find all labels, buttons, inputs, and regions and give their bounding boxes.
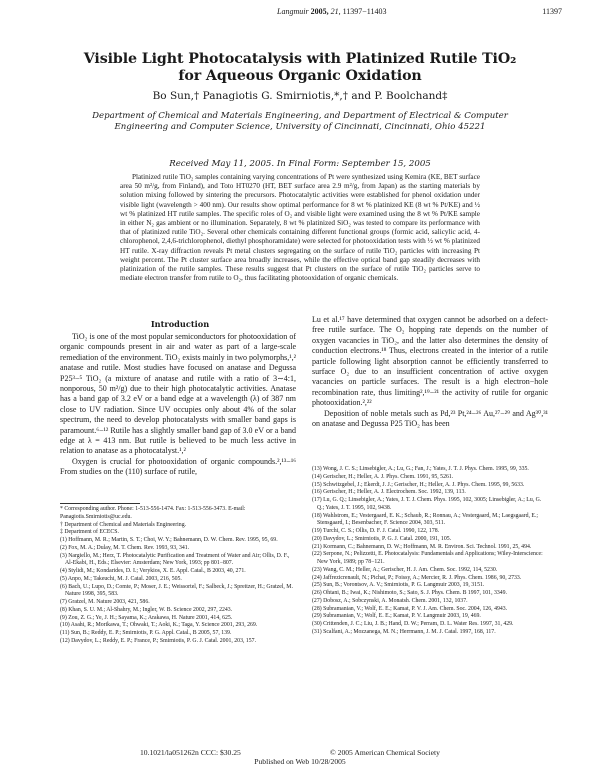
reference-list [312, 466, 548, 637]
reference-item: (13) Wong, J. C. S.; Linsebigler, A.; Lu, G.; Fan, J.; Yates, J. T. J. Phys. Chem. 1995, 99, 335. [312, 466, 529, 472]
reference-item: (22) Serpone, N.; Pelizzetti, E. Photocatalysis: Fundamentals and Applications; Wiley-Interscience: New York, 1989; pp 78−121. [312, 551, 543, 565]
body-paragraph: TiO₂ is one of the most popular semiconductors for photooxidation of organic compounds present in air and water as part of a large-scale remediation of the environment. TiO₂ exists mainly in two polymorphs,¹,² anatase and rutile. Most studies have focused on anatase and Degussa P25³−⁵ TiO₂ (a mixture of anatase and rutile with a ratio of 3∼4:1, nonporous, 50 m²/g) due to their high photocatalytic activities. Anatase has a band gap of 3.2 eV or a band edge at a wavelength (λ) of 387 nm close to UV radiation. Since UV occupies only about 4% of the solar spectrum, the need to develop photocatalysts with smaller band gaps is paramount.⁶−¹² Rutile has a slightly smaller band gap of 3.0 eV or a band edge at λ = 413 nm. But rutile is believed to be much less active in relation to anatase as a photocatalyst.¹,² [60, 332, 297, 456]
reference-item: (9) Zou, Z. G.; Ye, J. H.; Sayama, K.; Arakawa, H. Nature 2001, 414, 625. [60, 614, 233, 621]
body-paragraph: Lu et al.¹⁷ have determined that oxygen cannot be adsorbed on a defect-free rutile surface. The O₂ hopping rate depends on the number of oxygen vacancies in TiO₂, and the latter also determines the density of conduction electrons.¹⁸ Thus, electrons created in the interior of a rutile particle following light absorption cannot be efficiently transferred to surface O₂ due to an insufficient concentration of active oxygen vacancies on particle surfaces. The result is a high electron−hole recombination rate, thus limiting²,¹⁹−²¹ the activity of rutile for organic photooxidation.²,²² [312, 315, 548, 408]
right-column-text [312, 315, 548, 429]
reference-item: (7) Gratzel, M. Nature 2003, 421, 586. [60, 599, 150, 605]
reference-item: (30) Crittenden, J. C.; Liu, J. B.; Hand, D. W.; Perram, D. L. Water Res. 1997, 31, 429. [312, 621, 514, 627]
abstract: Platinized rutile TiO₂ samples containing varying concentrations of Pt were synthesized using Kemira (KE, BET surface area 50 m²/g, from Finland), and Toto HT0270 (HT, BET surface area 2.9 m²/g, from Japan) as the starting materials by solution mixing followed by sintering the precursors. Photocatalytic activities were established for phenol oxidation under visible light (wavelength > 400 nm). Our results show optimal performance for 8 wt % platinized KE (8 wt % Pt/KE) and ½ wt % platinized HT rutile samples. The specific roles of O₂ and visible light were examined using the 8 wt % Pt/KE sample in either N₂ gas ambient or no illumination. Separately, 8 wt % platinized SiO₂ was tested to compare its performance with that of platinized rutile TiO₂. Several other chemicals containing different functional groups (formic acid, salicylic acid, 4-chlorophenol, 2,4,6-trichlorophenol, diethyl phosphoramidate) were selected for photooxidation tests with ½ wt % platinized HT rutile. X-ray diffraction reveals Pt metal clusters segregating on the surface of rutile TiO₂ particles with increasing Pt weight percent. The Pt cluster surface area broadly increases, while the effective optical band gap steadily decreases with platinization of the rutile samples. These results suggest that Pt clusters on the surface of rutile TiO₂ particles serve to mediate electron transfer from rutile to O₂, thus facilitating photooxidation of organic chemicals. [120, 173, 480, 283]
reference-item: (28) Subramanian, V.; Wolf, E. E.; Kamat, P. V. J. Am. Chem. Soc. 2004, 126, 4943. [312, 605, 508, 612]
reference-item: (27) Dobosz, A.; Sobczynski, A. Monatsh. Chem. 2001, 132, 1037. [312, 597, 468, 604]
affiliation: Department of Chemical and Materials Engineering, and Department of Electrical & Computer Engineering and Computer Science, University of Cincinnati, Cincinnati, Ohio 45221 [92, 111, 508, 133]
received-dates: Received May 11, 2005. In Final Form: September 15, 2005 [169, 159, 431, 169]
reference-item: (11) Sun, B.; Reddy, E. P.; Smirniotis, P. G. Appl. Catal., B 2005, 57, 139. [60, 630, 232, 636]
body-paragraph: Oxygen is crucial for photooxidation of organic compounds.²,¹³−¹⁶ From studies on the (110) surface of rutile, [60, 456, 296, 477]
reference-item: (16) Gerischer, H.; Heller, A. J. Electrochem. Soc. 1992, 139, 113. [312, 489, 466, 496]
reference-item: (23) Wang, C. M.; Heller, A.; Gerischer, H. J. Am. Chem. Soc. 1992, 114, 5230. [312, 566, 498, 573]
reference-item: (17) Lu, G. Q.; Linsebigler, A.; Yates, J. T. J. Chem. Phys. 1995, 102, 3005; Linsebigler, A.; Lu, G. Q.; Yates, J. T. 1995, 102, 9438. [312, 497, 542, 511]
footnote-item: ‡ Department of ECECS. [60, 529, 119, 536]
reference-item: (2) Fox, M. A.; Dulay, M. T. Chem. Rev. 1993, 93, 341. [60, 544, 190, 551]
reference-item: (4) Stylidi, M.; Kondarides, D. I.; Verykios, X. E. Appl. Catal., B 2003, 40, 271. [60, 568, 246, 574]
running-head [0, 7, 600, 21]
reference-item: (12) Davydov, L.; Reddy, E. P.; France, P.; Smirniotis, P. G. J. Catal. 2001, 203, 157. [60, 637, 257, 644]
reference-item: (20) Davydov, L.; Smirniotis, P. G. J. Catal. 2000, 191, 105. [312, 535, 452, 542]
reference-item: (29) Subramanian, V.; Wolf, E. E.; Kamat, P. V. Langmuir 2003, 19, 469. [312, 613, 481, 620]
reference-item: (26) Ohtani, B.; Iwai, K.; Nishimoto, S.; Sato, S. J. Phys. Chem. B 1997, 101, 3349. [312, 590, 508, 596]
reference-item: (8) Khan, S. U. M.; Al-Shahry, M.; Ingler, W. B. Science 2002, 297, 2243. [60, 606, 233, 613]
reference-item: (15) Schwitzgebel, J.; Ekerdt, J. J.; Gerischer, H.; Heller, A. J. Phys. Chem. 1995, 99, 5633. [312, 481, 525, 488]
reference-item: (21) Kormann, C.; Bahnemann, D. W.; Hoffmann, M. R. Environ. Sci. Technol. 1991, 25, 494. [312, 543, 532, 550]
footnote-item: † Department of Chemical and Materials Engineering. [60, 521, 187, 528]
reference-item: (18) Wahlstrom, E.; Vestergaard, E. K.; Schaub, R.; Ronnau, A.; Vestergaard, M.; Laegsgaard, E.; Stensgaard, I.; Besenbacher, F. Science 2004, 303, 511. [312, 512, 538, 527]
copyright-line: © 2005 American Chemical Society [330, 748, 440, 757]
journal-volume: 21, [330, 7, 341, 16]
page-number: 11397 [542, 7, 562, 16]
article-title [40, 51, 560, 85]
reference-item: (3) Nargiello, M.; Herz, T. Photocatalytic Purification and Treatment of Water and Air; Ollis, D. F., Al-Ekabi, H., Eds.; Elsevier: Amsterdam; New York, 1993; pp 801−807. [60, 552, 290, 567]
title-line-2: for Aqueous Organic Oxidation [178, 68, 422, 84]
reference-item: (24) Jaffrezicrenault, N.; Pichat, P.; Foissy, A.; Mercier, R. J. Phys. Chem. 1986, 90, 2733. [312, 574, 522, 581]
footnote-list [60, 506, 296, 646]
body-paragraph: Deposition of noble metals such as Pd,²³ Pt,²⁴−²⁶ Au,²⁷−²⁹ and Ag³⁰,³¹ on anatase and Degussa P25 TiO₂ has been [312, 408, 548, 429]
journal-citation [277, 7, 386, 16]
reference-item: (19) Turchi, C. S.; Ollis, D. F. J. Catal. 1990, 122, 178. [312, 528, 440, 534]
journal-pages: 11397−11403 [342, 7, 387, 16]
author-list: Bo Sun,† Panagiotis G. Smirniotis,*,† and P. Boolchand‡ [152, 90, 448, 102]
journal-name: Langmuir [277, 7, 309, 16]
reference-item: (25) Sun, B.; Vorontsov, A. V.; Smirniotis, P. G. Langmuir 2003, 19, 3151. [312, 582, 485, 589]
footnote-item: * Corresponding author. Phone: 1-513-556-1474. Fax: 1-513-556-3473. E-mail: Panagiotis.Smirniotis@uc.edu. [60, 506, 246, 520]
reference-item: (5) Anpo, M.; Takeuchi, M. J. Catal. 2003, 216, 505. [60, 575, 182, 582]
title-line-1: Visible Light Photocatalysis with Platinized Rutile TiO₂ [83, 51, 517, 67]
reference-item: (1) Hoffmann, M. R.; Martin, S. T.; Choi, W. Y.; Bahnemann, D. W. Chem. Rev. 1995, 95, 69. [60, 537, 278, 543]
doi-line: 10.1021/la051262n CCC: $30.25 [140, 748, 241, 757]
reference-item: (31) Scalfani, A.; Mozzanega, M. N.; Herrmann, J. M. J. Catal. 1997, 168, 117. [312, 628, 496, 635]
journal-year: 2005, [310, 7, 329, 16]
footnote-divider [60, 503, 140, 504]
section-heading-introduction: Introduction [150, 319, 210, 329]
reference-item: (6) Bach, U.; Lupo, D.; Comte, P.; Moser, J. E.; Weissortel, F.; Salbeck, J.; Spreitzer, H.; Gratzel, M. Nature 1998, 395, 583. [60, 583, 293, 598]
reference-item: (10) Asahi, R.; Morikawa, T.; Ohwaki, T.; Aoki, K.; Taga, Y. Science 2001, 293, 269. [60, 622, 258, 629]
left-column-text [60, 332, 296, 478]
published-date: Published on Web 10/28/2005 [254, 757, 346, 766]
reference-item: (14) Gerischer, H.; Heller, A. J. Phys. Chem. 1991, 95, 5261. [312, 473, 454, 480]
